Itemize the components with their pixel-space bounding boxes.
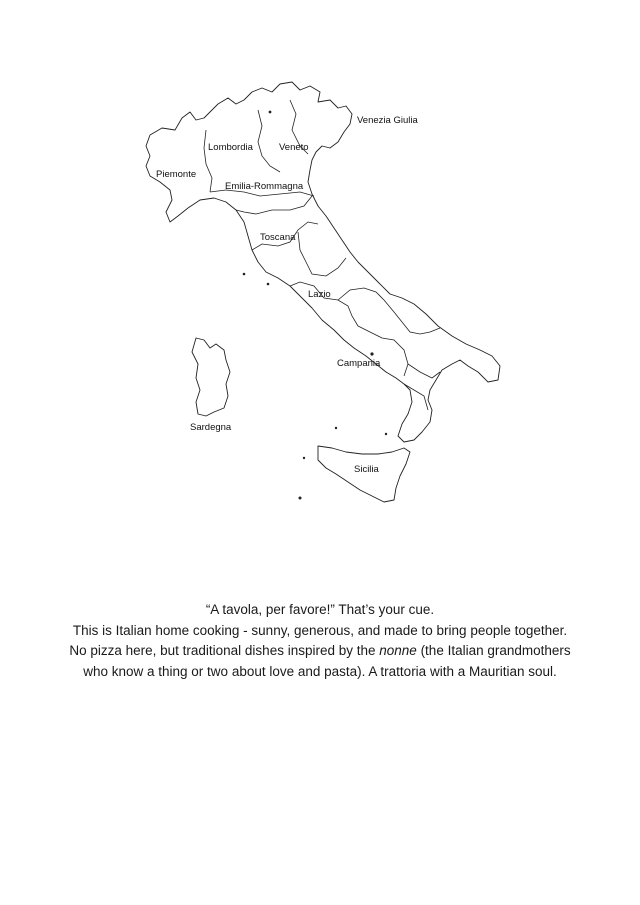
intro-line-1: “A tavola, per favore!” That’s your cue. [205,602,435,617]
label-toscana: Toscana [260,232,296,243]
island-dot [267,283,270,286]
label-campania: Campania [337,358,381,369]
label-lazio: Lazio [308,289,331,300]
island-dot [269,111,272,114]
intro-line-3-end: (the Italian grandmothers who know a thing or two about love and pasta). A trattoria with a Mauritian soul. [83,643,571,679]
island-dot [299,497,302,500]
label-piemonte: Piemonte [156,169,197,180]
label-veneto: Veneto [279,142,309,153]
sardegna-outline [192,338,230,416]
label-lombardia: Lombordia [208,142,253,153]
island-dot [370,352,373,355]
intro-line-3-start: No pizza here, but traditional dishes inspired by the [69,643,380,658]
intro-paragraph [60,600,580,682]
label-sardegna: Sardegna [190,422,232,433]
island-dot [335,427,337,429]
intro-line-2: This is Italian home cooking - sunny, generous, and made to bring people together. [72,622,568,638]
island-dot [243,273,246,276]
island-dot [303,457,305,459]
nonne-emphasis: nonne [379,643,417,658]
island-dot [385,433,387,435]
intro-line-3 [60,641,580,682]
label-venezia-giulia: Venezia Giulia [357,115,418,126]
label-emilia-romagna: Emilia-Rommagna [225,181,304,192]
label-sicilia: Sicilia [354,464,379,475]
